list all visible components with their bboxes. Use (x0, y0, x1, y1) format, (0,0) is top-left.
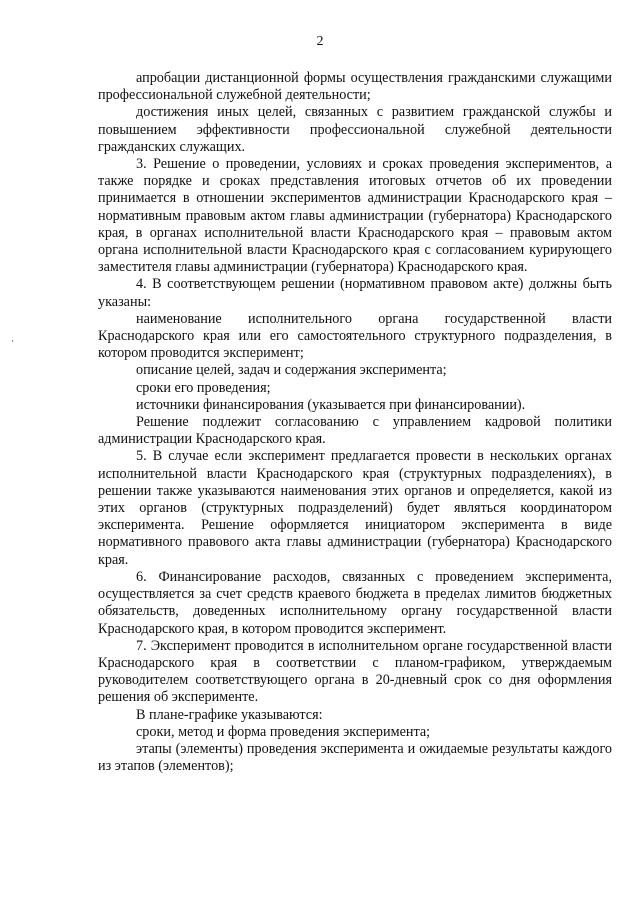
paragraph-12: 7. Эксперимент проводится в исполнительном органе государственной власти Краснодарского края в соответствии с планом-графиком, утверждаемым руководителем соответствующего органа в 20-дневный срок со дня оформления решения об эксперименте. (98, 637, 612, 706)
paragraph-14: сроки, метод и форма проведения эксперимента; (136, 723, 431, 740)
paragraph-11: 6. Финансирование расходов, связанных с проведением эксперимента, осуществляется за счет средств краевого бюджета в пределах лимитов бюджетных обязательств, доведенных исполнительному органу государственной власти Краснодарского края, в котором проводится эксперимент. (98, 568, 612, 637)
paragraph-7: сроки его проведения; (136, 379, 271, 396)
paragraph-1: апробации дистанционной формы осуществления гражданскими служащими профессиональной служебной деятельности; (98, 70, 612, 104)
paragraph-3: 3. Решение о проведении, условиях и сроках проведения экспериментов, а также порядке и сроках представления итоговых отчетов об их проведении принимается в отношении экспериментов администрации Краснодарского края – нормативным правовым актом главы администрации (губернатора) Краснодарского края, в органах исполнительной власти Краснодарского края – правовым актом органа исполнительной власти Краснодарского края с согласованием курирующего заместителя главы администрации (губернатора) Краснодарского края. (98, 156, 612, 276)
paragraph-9: Решение подлежит согласованию с управлением кадровой политики администрации Краснодарского края. (98, 414, 612, 448)
page-number: 2 (316, 34, 324, 49)
paragraph-4: 4. В соответствующем решении (нормативном правовом акте) должны быть указаны: (98, 276, 612, 310)
paragraph-15: этапы (элементы) проведения эксперимента и ожидаемые результаты каждого из этапов (элементов); (98, 740, 612, 775)
paragraph-2: достижения иных целей, связанных с развитием гражданской службы и повышением эффективности профессиональной служебной деятельности гражданских служащих. (98, 104, 612, 155)
paragraph-10: 5. В случае если эксперимент предлагается провести в нескольких органах исполнительной власти Краснодарского края (структурных подразделениях), в решении также указываются наименования этих органов и определяется, какой из этих органов (структурных подразделений) будет являться координатором эксперимента. Решение оформляется инициатором эксперимента в виде нормативного правового акта главы администрации (губернатора) Краснодарского края. (98, 448, 612, 568)
scan-speck (12, 340, 13, 342)
paragraph-5: наименование исполнительного органа государственной власти Краснодарского края или его самостоятельного структурного подразделения, в котором проводится эксперимент; (98, 310, 612, 362)
document-body (98, 70, 612, 775)
paragraph-8: источники финансирования (указывается при финансировании). (136, 396, 526, 413)
paragraph-6: описание целей, задач и содержания эксперимента; (136, 362, 447, 379)
paragraph-13: В плане-графике указываются: (136, 706, 323, 723)
